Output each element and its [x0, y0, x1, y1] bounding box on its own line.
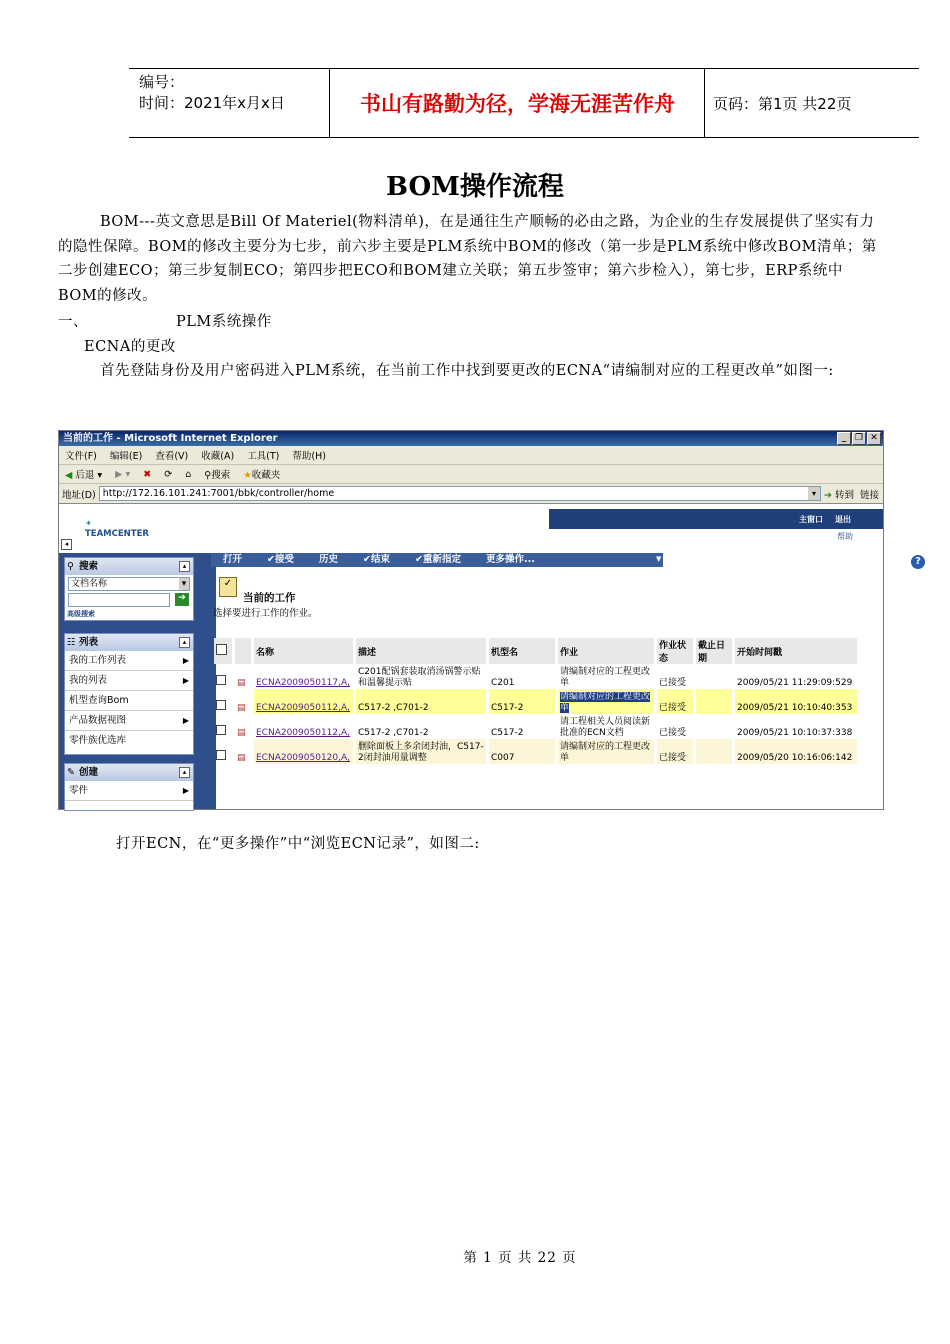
create-panel-header	[65, 764, 193, 781]
row-checkbox-cell	[214, 739, 232, 764]
name-cell[interactable]	[254, 689, 353, 714]
reassign-label: 重新指定	[422, 554, 461, 565]
due-cell	[696, 664, 732, 689]
window-titlebar	[59, 431, 883, 446]
col-model[interactable]: 机型名	[489, 638, 555, 664]
task-cell: 请编制对应的工程更改单	[558, 739, 654, 764]
search-icon: ⚲	[204, 470, 212, 481]
model-cell: C007	[489, 739, 555, 764]
table-row[interactable]	[214, 714, 857, 739]
collapse-icon[interactable]: ▴	[179, 767, 190, 778]
desc-cell: C201配锅套装取消汤锅警示贴和温馨提示贴	[358, 667, 481, 688]
type-header	[235, 638, 251, 664]
row-checkbox-cell	[214, 664, 232, 689]
doc-icon: ▤	[237, 678, 246, 688]
row-checkbox-cell	[214, 714, 232, 739]
start-cell: 2009/05/21 10:10:37:338	[737, 728, 853, 738]
back-icon: ◀	[65, 470, 73, 481]
search-panel	[64, 557, 194, 621]
desc-cell: C517-2 ,C701-2	[358, 728, 429, 738]
go-label: 转到	[834, 489, 854, 501]
create-item-part[interactable]	[65, 781, 193, 801]
chevron-down-icon: ▾	[179, 578, 189, 590]
refresh-icon[interactable]: ⟳	[164, 468, 173, 480]
work-table	[211, 638, 860, 764]
open-button[interactable]: 打开	[223, 554, 243, 565]
menu-view[interactable]: 查看(V)	[155, 451, 189, 462]
work-subtitle: 选择要进行工作的作业。	[213, 608, 318, 619]
menu-file[interactable]: 文件(F)	[65, 451, 97, 462]
section-number: 一、	[58, 314, 88, 330]
name-link[interactable]: ECNA2009050117,A,	[256, 678, 350, 688]
name-link[interactable]: ECNA2009050112,A,	[256, 728, 350, 738]
list-item-label: 机型查询Bom	[69, 695, 129, 706]
create-panel	[64, 763, 194, 811]
address-label: 地址(D)	[62, 489, 96, 501]
col-task[interactable]: 作业	[558, 638, 654, 664]
stop-icon[interactable]: ✖	[143, 468, 152, 480]
subsection-heading: ECNA的更改	[84, 339, 176, 355]
search-button[interactable]	[204, 467, 230, 481]
clipboard-icon: ✓	[219, 577, 237, 597]
reassign-button[interactable]: ✔重新指定	[415, 554, 461, 565]
collapse-icon[interactable]: ▴	[179, 637, 190, 648]
list-panel	[64, 633, 194, 755]
url-input[interactable]	[99, 486, 821, 501]
select-all-header	[214, 638, 232, 664]
nav-toolbar	[59, 465, 883, 484]
list-item-part-family[interactable]	[65, 731, 193, 750]
number-label: 编号：	[139, 73, 185, 91]
search-input[interactable]	[68, 593, 170, 607]
brand-text: TEAMCENTER	[85, 529, 149, 539]
search-icon: ⚲	[67, 561, 74, 572]
row-checkbox[interactable]	[216, 725, 226, 735]
doc-icon: ▤	[237, 753, 246, 763]
restore-icon[interactable]: ❐	[852, 432, 866, 445]
model-cell: C201	[491, 678, 515, 688]
menu-favorites[interactable]: 收藏(A)	[201, 451, 235, 462]
name-link[interactable]: ECNA2009050112,A,	[256, 703, 350, 713]
close-icon[interactable]: ✕	[867, 432, 881, 445]
table-row[interactable]	[214, 739, 857, 764]
favorites-label: 收藏夹	[251, 470, 281, 481]
row-checkbox[interactable]	[216, 700, 226, 710]
help-icon[interactable]: ?	[911, 555, 925, 569]
step1-paragraph: 首先登陆身份及用户密码进入PLM系统，在当前工作中找到要更改的ECNA“请编制对应的工程更改单”如图一:	[100, 363, 834, 379]
finish-label: 结束	[370, 554, 390, 565]
header-motto: 书山有路勤为径，学海无涯苦作舟	[331, 69, 705, 137]
collapse-icon[interactable]: ▴	[179, 561, 190, 572]
status-cell: 已接受	[659, 728, 687, 738]
model-cell: C517-2	[491, 728, 524, 738]
menu-bar	[59, 446, 883, 465]
advanced-search-link[interactable]: 高级搜索	[67, 610, 95, 618]
task-cell	[558, 689, 654, 714]
window-title: 当前的工作 - Microsoft Internet Explorer	[63, 433, 278, 444]
col-status[interactable]: 作业状态	[657, 638, 693, 664]
table-row[interactable]	[214, 664, 857, 689]
chevron-right-icon: ▶	[182, 786, 189, 795]
task-cell: 请编制对应的工程更改单	[560, 667, 651, 688]
finish-button[interactable]: ✔结束	[363, 554, 390, 565]
minimize-icon[interactable]: _	[837, 432, 851, 445]
start-cell: 2009/05/20 10:16:06:142	[735, 739, 857, 764]
intro-paragraph: BOM---英文意思是Bill Of Materiel(物料清单)，在是通往生产顺畅的必由之路，为企业的生存发展提供了坚实有力的隐性保障。BOM的修改主要分为七步，前六步主要是PLM系统中BOM的修改（第一步是PLM系统中修改BOM清单；第二步创建ECO；第三步复制ECO；第四步把ECO和BOM建立关联；第五步签审；第六步检入），第七步，ERP系统中BOM的修改。	[58, 214, 877, 304]
list-item-label: 我的工作列表	[69, 655, 127, 666]
create-icon: ✎	[67, 767, 75, 778]
list-item-label: 我的列表	[69, 675, 108, 686]
links-button[interactable]: 链接	[859, 489, 879, 501]
teamcenter-logo	[85, 519, 149, 539]
collapse-icon[interactable]: ◂	[61, 539, 72, 550]
step2-paragraph: 打开ECN，在“更多操作”中“浏览ECN记录”，如图二:	[116, 836, 480, 852]
back-button[interactable]: ◀ 后退 ▾	[65, 470, 103, 481]
section-heading	[58, 310, 880, 335]
forward-icon[interactable]: ▶ ▾	[115, 468, 131, 480]
due-cell	[696, 739, 732, 764]
doc-icon: ▤	[237, 728, 246, 738]
main-content	[211, 553, 921, 809]
page-header	[129, 68, 919, 138]
header-meta	[129, 69, 330, 137]
logo-icon: ✦	[85, 519, 93, 529]
go-button[interactable]	[824, 487, 854, 501]
chevron-right-icon: ▶	[182, 656, 189, 665]
chevron-right-icon: ▶	[182, 716, 189, 725]
row-checkbox-cell	[214, 689, 232, 714]
col-due[interactable]: 截止日期	[696, 638, 732, 664]
doc-icon: ▤	[237, 703, 246, 713]
name-cell[interactable]	[254, 739, 353, 764]
name-cell[interactable]	[254, 664, 353, 689]
search-go-icon[interactable]: ➔	[175, 593, 189, 606]
task-selected-text: 请编制对应的工程更改单	[560, 692, 651, 713]
menu-edit[interactable]: 编辑(E)	[109, 451, 143, 462]
task-cell: 请工程相关人员阅读新批准的ECN文档	[560, 717, 651, 738]
page-footer: 第 1 页 共 22 页	[463, 1250, 577, 1266]
chevron-down-icon[interactable]: ▾	[808, 487, 820, 500]
left-sidebar	[59, 553, 216, 809]
header-page-label: 页码：第1页 共22页	[713, 94, 852, 113]
list-item-label: 产品数据视图	[69, 715, 127, 726]
create-item-label: 零件	[69, 785, 89, 796]
name-link[interactable]: ECNA2009050120,A,	[256, 753, 350, 763]
main-window-link[interactable]: 主窗口	[799, 515, 823, 524]
list-item-my-work[interactable]	[65, 651, 193, 671]
home-icon[interactable]: ⌂	[185, 468, 192, 480]
list-panel-header	[65, 634, 193, 651]
search-panel-title: 搜索	[79, 561, 99, 572]
create-panel-title: 创建	[79, 767, 99, 778]
teamcenter-header	[59, 505, 883, 553]
status-cell: 已接受	[659, 678, 687, 688]
accept-label: 接受	[274, 554, 294, 565]
section-title: PLM系统操作	[176, 314, 272, 330]
select-all-checkbox[interactable]	[216, 644, 227, 655]
menu-help[interactable]: 帮助(H)	[292, 451, 326, 462]
status-cell: 已接受	[657, 739, 693, 764]
search-type-select[interactable]	[68, 577, 190, 591]
chevron-right-icon: ▶	[182, 676, 189, 685]
desc-cell: C517-2 ,C701-2	[356, 689, 486, 714]
figure-1-screenshot	[58, 430, 921, 810]
url-text: http://172.16.101.241:7001/bbk/controller/home	[102, 488, 335, 499]
favorites-button[interactable]	[243, 467, 280, 481]
help-link[interactable]: 帮助	[837, 532, 853, 541]
chevron-down-icon[interactable]: ▼	[656, 555, 662, 563]
top-link-bar	[549, 509, 883, 529]
row-checkbox[interactable]	[216, 750, 226, 760]
document-title: BOM操作流程	[386, 172, 564, 202]
status-cell: 已接受	[657, 689, 693, 714]
due-cell	[696, 689, 732, 714]
work-title: 当前的工作	[243, 592, 296, 604]
due-cell	[696, 714, 732, 739]
list-item-product-view[interactable]	[65, 711, 193, 731]
search-type-value: 文档名称	[71, 579, 108, 589]
action-toolbar	[211, 553, 663, 567]
list-item-label: 零件族优选库	[69, 735, 127, 746]
search-label: 搜索	[211, 470, 231, 481]
logout-link[interactable]: 退出	[835, 515, 851, 524]
go-icon: ➔	[823, 489, 832, 501]
search-panel-header	[65, 558, 193, 575]
address-bar	[59, 484, 883, 504]
col-desc[interactable]: 描述	[356, 638, 486, 664]
list-panel-title: 列表	[79, 637, 99, 648]
accept-button[interactable]: ✔接受	[267, 554, 294, 565]
desc-cell: 删除面板上多余闭封油，C517-2闭封油用量调整	[356, 739, 486, 764]
name-cell[interactable]	[254, 714, 353, 739]
list-item-bom-query[interactable]	[65, 691, 193, 711]
back-label: 后退	[75, 470, 95, 481]
col-name[interactable]: 名称	[254, 638, 353, 664]
star-icon: ★	[243, 470, 252, 481]
list-icon: ☷	[67, 637, 76, 648]
table-row[interactable]	[214, 689, 857, 714]
list-item-my-list[interactable]	[65, 671, 193, 691]
more-actions-button[interactable]: 更多操作...	[485, 554, 535, 565]
time-label: 时间：2021年x月x日	[139, 94, 285, 112]
menu-tools[interactable]: 工具(T)	[247, 451, 280, 462]
history-button[interactable]: 历史	[319, 554, 339, 565]
start-cell: 2009/05/21 10:10:40:353	[735, 689, 857, 714]
start-cell: 2009/05/21 11:29:09:529	[737, 678, 853, 688]
row-checkbox[interactable]	[216, 675, 226, 685]
model-cell: C517-2	[489, 689, 555, 714]
col-start[interactable]: 开始时间戳	[735, 638, 857, 664]
